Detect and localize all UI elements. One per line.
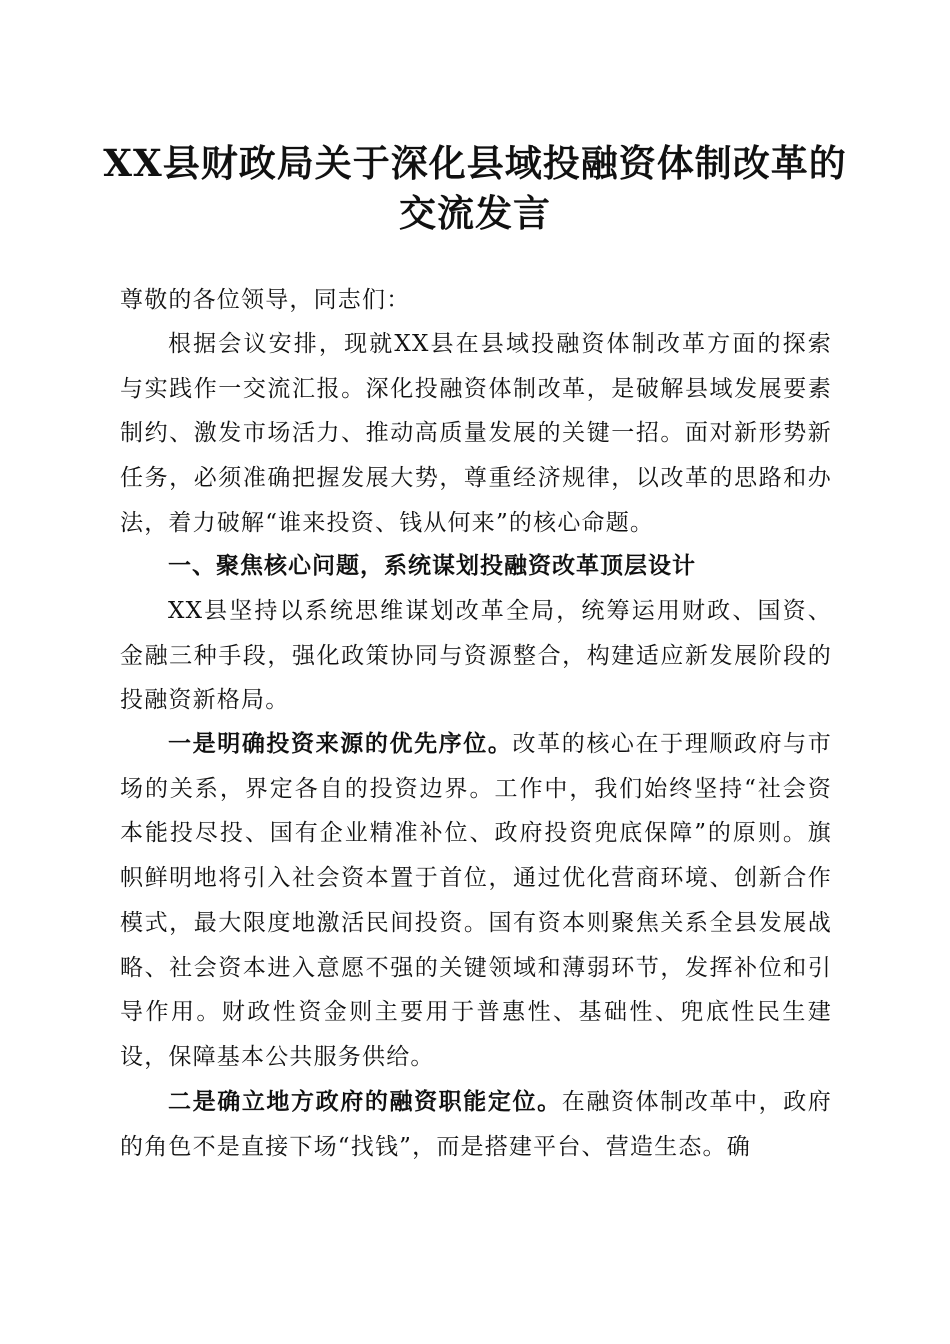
paragraph-point-2 bbox=[120, 1080, 832, 1169]
paragraph-intro: 根据会议安排，现就XX县在县域投融资体制改革方面的探索与实践作一交流汇报。深化投融资体制改革，是破解县域发展要素制约、激发市场活力、推动高质量发展的关键一招。面对新形势新任务，必须准确把握发展大势，尊重经济规律，以改革的思路和办法，着力破解“谁来投资、钱从何来”的核心命题。 bbox=[120, 331, 832, 536]
salutation: 尊敬的各位领导，同志们： bbox=[120, 287, 411, 313]
point-1-lead: 一是明确投资来源的优先序位。 bbox=[168, 730, 513, 757]
title-line-1: XX县财政局关于深化县域投融资体制改革的 bbox=[103, 141, 847, 185]
section-heading-1: 一、聚焦核心问题，系统谋划投融资改革顶层设计 bbox=[168, 553, 696, 579]
paragraph-section-1: XX县坚持以系统思维谋划改革全局，统筹运用财政、国资、金融三种手段，强化政策协同与资源整合，构建适应新发展阶段的投融资新格局。 bbox=[120, 598, 832, 714]
point-2-lead: 二是确立地方政府的融资职能定位。 bbox=[168, 1088, 562, 1115]
document-title bbox=[60, 138, 890, 238]
point-1-body: 改革的核心在于理顺政府与市场的关系，界定各自的投资边界。工作中，我们始终坚持“社会资本能投尽投、国有企业精准补位、政府投资兜底保障”的原则。旗帜鲜明地将引入社会资本置于首位，通过优化营商环境、创新合作模式，最大限度地激活民间投资。国有资本则聚焦关系全县发展战略、社会资本进入意愿不强的关键领域和薄弱环节，发挥补位和引导作用。财政性资金则主要用于普惠性、基础性、兜底性民生建设，保障基本公共服务供给。 bbox=[120, 731, 832, 1070]
point-2-body: 在融资体制改革中，政府的角色不是直接下场“找钱”，而是搭建平台、营造生态。确 bbox=[120, 1089, 833, 1160]
title-line-2: 交流发言 bbox=[399, 191, 551, 235]
paragraph-point-1 bbox=[120, 722, 832, 1080]
